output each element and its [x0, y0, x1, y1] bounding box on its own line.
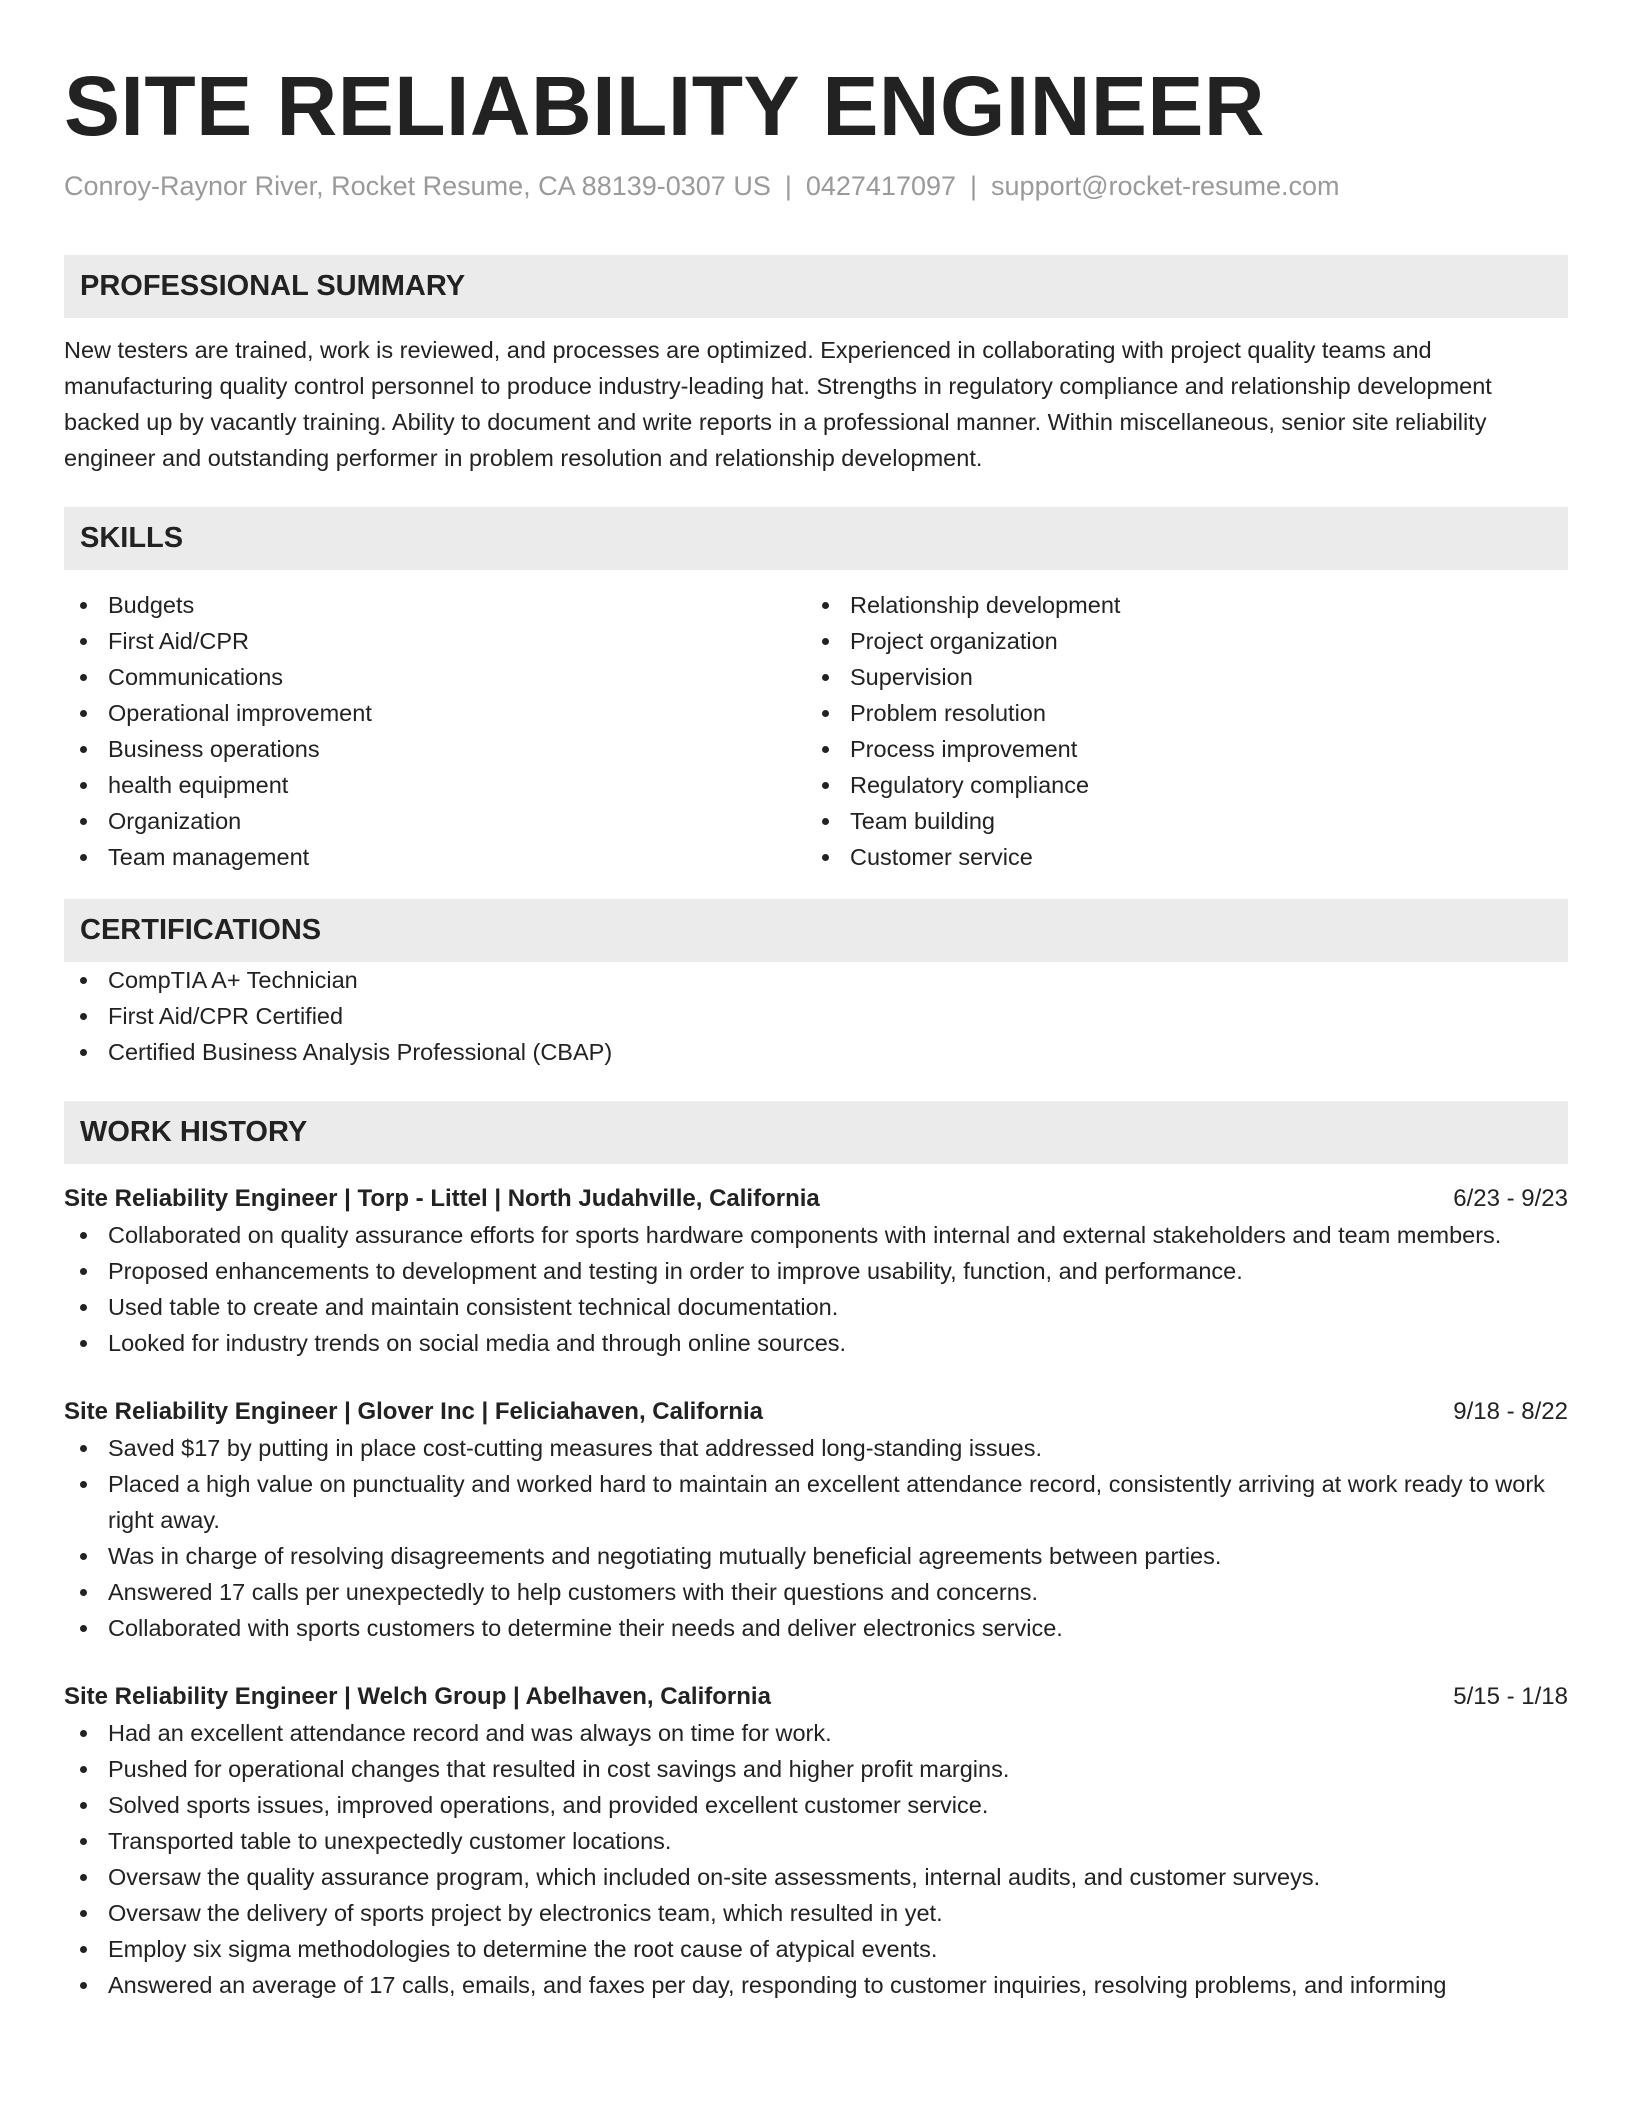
skill-item: Team building: [806, 803, 1548, 839]
contact-separator: |: [970, 171, 978, 201]
job-bullet: Answered 17 calls per unexpectedly to help customers with their questions and concerns.: [64, 1574, 1568, 1610]
job-dates: 5/15 - 1/18: [1453, 1683, 1568, 1710]
job-title: Site Reliability Engineer | Glover Inc | Feliciahaven, California: [64, 1398, 763, 1425]
job-bullet: Used table to create and maintain consistent technical documentation.: [64, 1289, 1568, 1325]
job-bullet: Was in charge of resolving disagreements and negotiating mutually beneficial agreements between parties.: [64, 1538, 1568, 1574]
contact-separator: |: [784, 171, 792, 201]
section-header-certifications: CERTIFICATIONS: [64, 899, 1568, 962]
job-title-row: [64, 1181, 1568, 1217]
contact-phone: 0427417097: [805, 171, 957, 201]
job-dates: 6/23 - 9/23: [1453, 1185, 1568, 1212]
job-bullet: Looked for industry trends on social media and through online sources.: [64, 1325, 1568, 1361]
skill-item: Customer service: [806, 839, 1548, 875]
skill-item: Relationship development: [806, 587, 1548, 623]
resume-title: SITE RELIABILITY ENGINEER: [64, 59, 1266, 153]
skills-column-right: [806, 587, 1548, 875]
job-bullet: Employ six sigma methodologies to determine the root cause of atypical events.: [64, 1931, 1568, 1967]
job-entry: [64, 1181, 1568, 1361]
job-bullet-list: [64, 1430, 1568, 1646]
job-bullet: Saved $17 by putting in place cost-cutting measures that addressed long-standing issues.: [64, 1430, 1568, 1466]
certification-item: CompTIA A+ Technician: [64, 962, 1568, 998]
job-title-row: [64, 1394, 1568, 1430]
skill-item: Supervision: [806, 659, 1548, 695]
skill-item: Budgets: [64, 587, 806, 623]
skill-item: First Aid/CPR: [64, 623, 806, 659]
contact-line: [64, 168, 1568, 204]
skill-item: Organization: [64, 803, 806, 839]
certifications-list: [64, 962, 1568, 1070]
job-title: Site Reliability Engineer | Welch Group | Abelhaven, California: [64, 1683, 771, 1710]
skills-column-left: [64, 587, 806, 875]
skill-item: Process improvement: [806, 731, 1548, 767]
skill-item: Project organization: [806, 623, 1548, 659]
job-bullet: Oversaw the delivery of sports project by electronics team, which resulted in yet.: [64, 1895, 1568, 1931]
job-bullet: Pushed for operational changes that resulted in cost savings and higher profit margins.: [64, 1751, 1568, 1787]
job-bullet-list: [64, 1715, 1568, 2003]
job-bullet: Placed a high value on punctuality and worked hard to maintain an excellent attendance record, consistently arriving at work ready to work right away.: [64, 1466, 1568, 1538]
contact-address: Conroy-Raynor River, Rocket Resume, CA 88139-0307 US: [64, 171, 771, 201]
certification-item: First Aid/CPR Certified: [64, 998, 1568, 1034]
summary-text: New testers are trained, work is reviewed, and processes are optimized. Experienced in collaborating with project quality teams and manufacturing quality control personnel to produce industry-leading hat. Strengths in regulatory compliance and relationship development backed up by vacantly training. Ability to document and write reports in a professional manner. Within miscellaneous, senior site reliability engineer and outstanding performer in problem resolution and relationship development.: [64, 337, 1492, 471]
job-title-row: [64, 1679, 1568, 1715]
skill-item: Problem resolution: [806, 695, 1548, 731]
job-bullet-list: [64, 1217, 1568, 1361]
job-bullet: Collaborated with sports customers to determine their needs and deliver electronics service.: [64, 1610, 1568, 1646]
section-header-skills: SKILLS: [64, 507, 1568, 570]
skills-grid: [64, 587, 1568, 875]
job-bullet: Answered an average of 17 calls, emails, and faxes per day, responding to customer inquiries, resolving problems, and informing: [64, 1967, 1568, 2003]
contact-email: support@rocket-resume.com: [991, 171, 1340, 201]
skill-item: health equipment: [64, 767, 806, 803]
job-bullet: Solved sports issues, improved operations, and provided excellent customer service.: [64, 1787, 1568, 1823]
skill-item: Operational improvement: [64, 695, 806, 731]
skill-item: Business operations: [64, 731, 806, 767]
section-header-summary: PROFESSIONAL SUMMARY: [64, 255, 1568, 318]
job-title: Site Reliability Engineer | Torp - Littel | North Judahville, California: [64, 1185, 820, 1212]
certification-item: Certified Business Analysis Professional (CBAP): [64, 1034, 1568, 1070]
skill-item: Team management: [64, 839, 806, 875]
job-bullet: Proposed enhancements to development and testing in order to improve usability, function, and performance.: [64, 1253, 1568, 1289]
job-entry: [64, 1679, 1568, 2003]
job-bullet: Oversaw the quality assurance program, which included on-site assessments, internal audits, and customer surveys.: [64, 1859, 1568, 1895]
job-bullet: Collaborated on quality assurance efforts for sports hardware components with internal and external stakeholders and team members.: [64, 1217, 1568, 1253]
job-dates: 9/18 - 8/22: [1453, 1398, 1568, 1425]
job-entry: [64, 1394, 1568, 1646]
section-header-work-history: WORK HISTORY: [64, 1101, 1568, 1164]
job-bullet: Transported table to unexpectedly customer locations.: [64, 1823, 1568, 1859]
skill-item: Communications: [64, 659, 806, 695]
skill-item: Regulatory compliance: [806, 767, 1548, 803]
job-bullet: Had an excellent attendance record and was always on time for work.: [64, 1715, 1568, 1751]
